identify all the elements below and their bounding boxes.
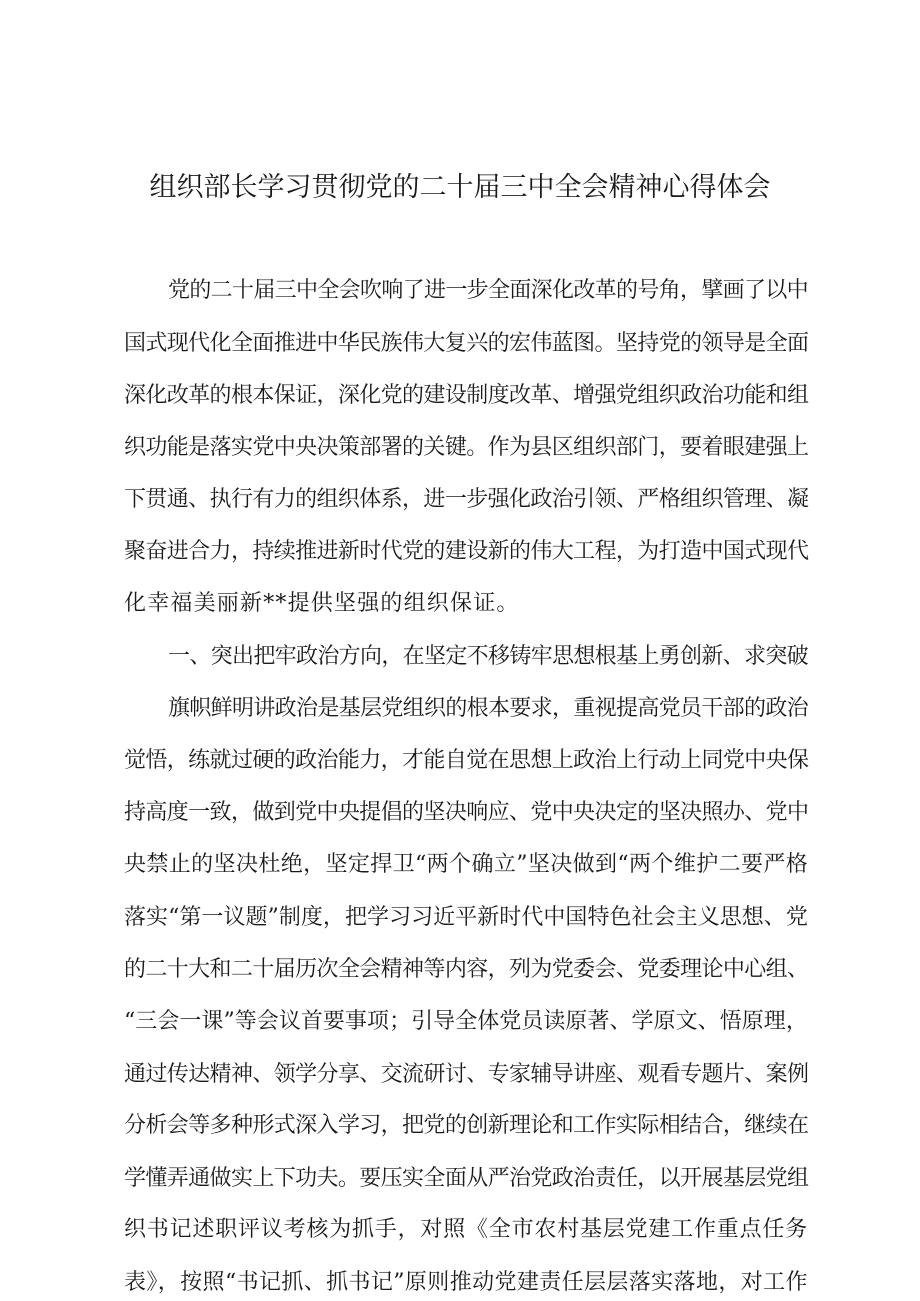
document-title: 组织部长学习贯彻党的二十届三中全会精神心得体会 — [149, 172, 771, 203]
paragraph-1-line: 织功能是落实党中央决策部署的关键。作为县区组织部门，要着眼建强上 — [124, 434, 809, 460]
paragraph-2-line: 织书记述职评议考核为抓手，对照《全市农村基层党建工作重点任务 — [124, 1217, 809, 1243]
paragraph-2-line: 觉悟，练就过硬的政治能力，才能自觉在思想上政治上行动上同党中央保 — [124, 748, 809, 774]
paragraph-2-line: 通过传达精神、领学分享、交流研讨、专家辅导讲座、观看专题片、案例 — [124, 1061, 809, 1087]
paragraph-1-line: 聚奋进合力，持续推进新时代党的建设新的伟大工程，为打造中国式现代 — [124, 538, 809, 564]
paragraph-1-line: 党的二十届三中全会吹响了进一步全面深化改革的号角，擘画了以中 — [168, 278, 809, 303]
paragraph-2-line: 的二十大和二十届历次全会精神等内容，列为党委会、党委理论中心组、 — [124, 956, 809, 982]
paragraph-1-line: 化幸福美丽新**提供坚强的组织保证。 — [124, 591, 520, 617]
paragraph-2-line: 落实“第一议题”制度，把学习习近平新时代中国特色社会主义思想、党 — [124, 904, 808, 930]
paragraph-1-line: 下贯通、执行有力的组织体系，进一步强化政治引领、严格组织管理、凝 — [124, 487, 809, 513]
paragraph-2-line: 分析会等多种形式深入学习，把党的创新理论和工作实际相结合，继续在 — [124, 1113, 809, 1139]
paragraph-1-line: 深化改革的根本保证，深化党的建设制度改革、增强党组织政治功能和组 — [124, 383, 809, 409]
paragraph-2-line: 持高度一致，做到党中央提倡的坚决响应、党中央决定的坚决照办、党中 — [124, 799, 809, 825]
paragraph-2-line: 学懂弄通做实上下功夫。要压实全面从严治党政治责任，以开展基层党组 — [124, 1165, 809, 1191]
paragraph-1-line: 国式现代化全面推进中华民族伟大复兴的宏伟蓝图。坚持党的领导是全面 — [124, 330, 809, 356]
paragraph-2-line: “三会一课”等会议首要事项；引导全体党员读原著、学原文、悟原理， — [124, 1009, 808, 1035]
paragraph-2-line: 表》，按照“书记抓、抓书记”原则推动党建责任层层落实落地，对工作 — [124, 1270, 808, 1295]
paragraph-2-line: 央禁止的坚决杜绝，坚定捍卫“两个确立”坚决做到“两个维护二要严格 — [124, 852, 809, 878]
paragraph-2-line: 旗帜鲜明讲政治是基层党组织的根本要求，重视提高党员干部的政治 — [168, 695, 809, 721]
section-heading: 一、突出把牢政治方向，在坚定不移铸牢思想根基上勇创新、求突破 — [168, 644, 809, 670]
